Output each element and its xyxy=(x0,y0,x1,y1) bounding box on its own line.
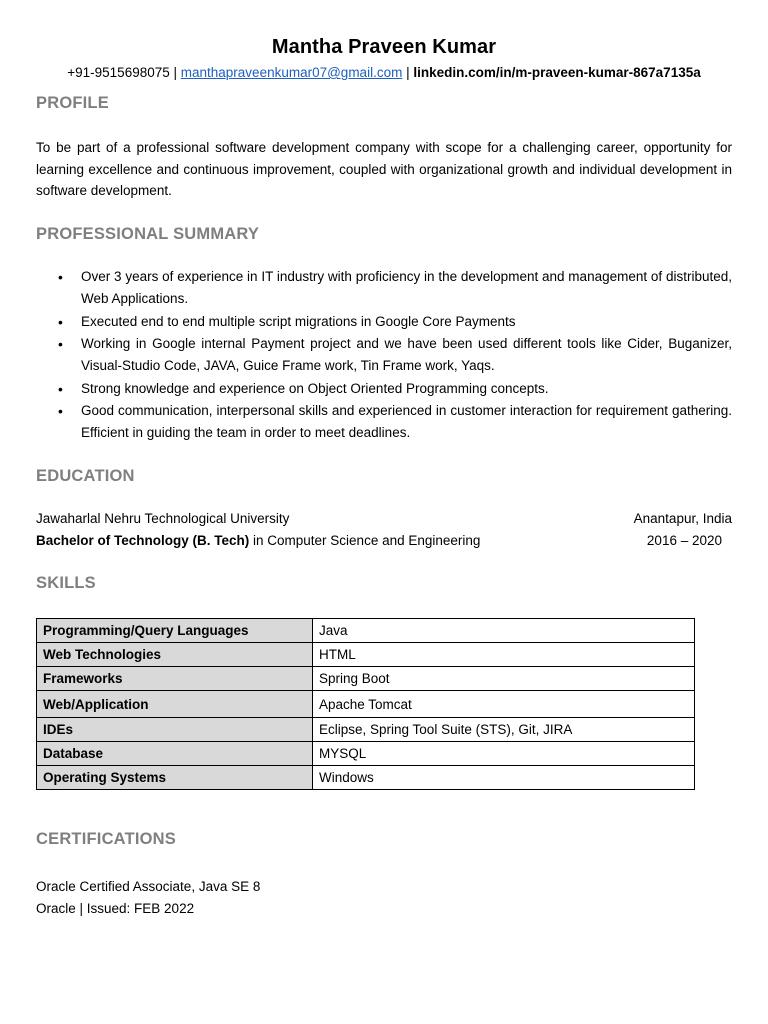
table-row xyxy=(37,667,695,691)
profile-heading: PROFILE xyxy=(36,94,109,112)
skills-table xyxy=(36,618,695,790)
university-location: Anantapur, India xyxy=(633,511,732,526)
university-name: Jawaharlal Nehru Technological University xyxy=(36,511,290,526)
skill-value: Java xyxy=(313,619,695,643)
summary-item: • Executed end to end multiple script migrations in Google Core Payments xyxy=(36,311,732,333)
table-row xyxy=(37,691,695,718)
skill-value: Apache Tomcat xyxy=(313,691,695,718)
education-university-row xyxy=(36,511,732,526)
phone-number: +91-9515698075 xyxy=(67,65,170,80)
skill-value: MYSQL xyxy=(313,742,695,766)
skill-label: Frameworks xyxy=(37,667,313,691)
skill-value: Spring Boot xyxy=(313,667,695,691)
skill-value: Eclipse, Spring Tool Suite (STS), Git, JIRA xyxy=(313,718,695,742)
education-years: 2016 – 2020 xyxy=(646,533,722,548)
contact-line xyxy=(36,65,732,80)
education-degree-row xyxy=(36,533,732,548)
skills-heading: SKILLS xyxy=(36,574,96,592)
education-heading: EDUCATION xyxy=(36,467,135,485)
table-row xyxy=(37,718,695,742)
skill-label: Web Technologies xyxy=(37,643,313,667)
skill-label: Programming/Query Languages xyxy=(37,619,313,643)
skill-label: Operating Systems xyxy=(37,766,313,790)
degree-title: Bachelor of Technology (B. Tech) xyxy=(36,533,250,548)
certifications-heading: CERTIFICATIONS xyxy=(36,830,176,848)
linkedin-url: linkedin.com/in/m-praveen-kumar-867a7135a xyxy=(413,65,701,80)
summary-item: • Strong knowledge and experience on Object Oriented Programming concepts. xyxy=(36,378,732,400)
table-row xyxy=(37,643,695,667)
profile-text: To be part of a professional software development company with scope for a challenging career, opportunity for learning excellence and continuous improvement, coupled with organizational growth and individual development in software development. xyxy=(36,140,732,198)
candidate-name: Mantha Praveen Kumar xyxy=(271,36,497,58)
table-row xyxy=(37,619,695,643)
skill-label: IDEs xyxy=(37,718,313,742)
summary-item: • Good communication, interpersonal skills and experienced in customer interaction for requirement gathering. Efficient in guiding the team in order to meet deadlines. xyxy=(36,400,732,444)
skill-label: Web/Application xyxy=(37,691,313,718)
separator: | xyxy=(402,65,414,80)
summary-list xyxy=(36,266,732,445)
skill-value: Windows xyxy=(313,766,695,790)
certification-name: Oracle Certified Associate, Java SE 8 xyxy=(36,879,261,894)
table-row xyxy=(37,742,695,766)
certification-issuer: Oracle | Issued: FEB 2022 xyxy=(36,901,195,916)
separator: | xyxy=(169,65,181,80)
skill-label: Database xyxy=(37,742,313,766)
table-row xyxy=(37,766,695,790)
summary-item: • Working in Google internal Payment project and we have been used different tools like Cider, Buganizer, Visual-Studio Code, JAVA, Guice Frame work, Tin Frame work, Yaqs. xyxy=(36,333,732,377)
summary-heading: PROFESSIONAL SUMMARY xyxy=(36,225,260,243)
degree-field: in Computer Science and Engineering xyxy=(249,533,481,548)
summary-item: • Over 3 years of experience in IT industry with proficiency in the development and management of distributed, Web Applications. xyxy=(36,266,732,310)
email-link[interactable]: manthapraveenkumar07@gmail.com xyxy=(180,65,403,80)
skill-value: HTML xyxy=(313,643,695,667)
